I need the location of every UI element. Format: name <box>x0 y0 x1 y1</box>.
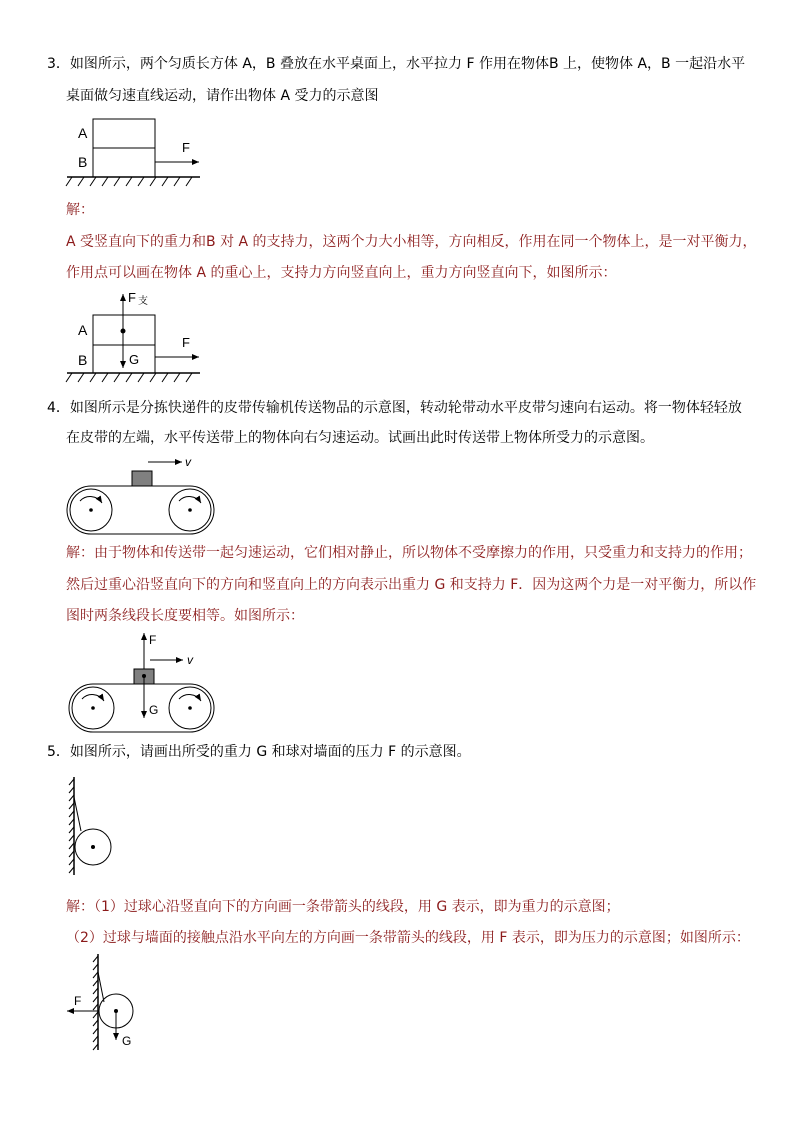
q5-wall <box>69 777 74 875</box>
q5-ball-center <box>91 845 95 849</box>
q4-left-wheel <box>70 489 112 531</box>
q3-label-fzhi: F <box>128 290 136 305</box>
q4-answer-right-wheel <box>169 687 211 729</box>
q3-answer-label-a: A <box>78 322 88 338</box>
q4-conveyor-belt <box>67 486 214 534</box>
q4-answer-conveyor-belt <box>69 684 214 732</box>
q3-label-a: A <box>78 125 88 141</box>
q5-answer-rope <box>98 972 104 1002</box>
q4-answer-label-g: G <box>149 703 159 717</box>
q3-solution-line1: A 受竖直向下的重力和B 对 A 的支持力，这两个力大小相等，方向相反，作用在同一个物体上，是一对平衡力， <box>66 234 757 250</box>
q4-text-line1: 4．如图所示是分拣快递件的皮带传输机传送物品的示意图，转动轮带动水平皮带匀速向右运动。将一物体轻轻放 <box>47 400 742 416</box>
q3-ground <box>66 177 200 186</box>
q3-answer-block-b <box>93 345 155 373</box>
q5-figure <box>64 775 124 880</box>
q5-solution-line1: 解：（1）过球心沿竖直向下的方向画一条带箭头的线段，用 G 表示，即为重力的示意图； <box>66 899 620 915</box>
q3-block-b <box>93 148 155 177</box>
q3-answer-label-f: F <box>182 335 190 350</box>
q5-text-line1: 5．如图所示，请画出所受的重力 G 和球对墙面的压力 F 的示意图。 <box>47 744 471 760</box>
q5-answer-wall <box>93 954 98 1050</box>
q3-answer-label-b: B <box>78 352 88 368</box>
q3-answer-ground <box>66 373 200 382</box>
q3-text-line1: 3．如图所示，两个匀质长方体 A，B 叠放在水平桌面上，水平拉力 F 作用在物体B 上，使物体 A，B 一起沿水平 <box>47 56 746 72</box>
q3-label-zhi-subscript: 支 <box>138 296 148 307</box>
q3-answer-figure <box>62 290 212 385</box>
q4-answer-label-v: v <box>187 653 193 667</box>
q3-label-g: G <box>129 352 140 367</box>
q4-answer-figure <box>62 630 222 735</box>
q4-text-line2: 在皮带的左端，水平传送带上的物体向右匀速运动。试画出此时传送带上物体所受力的示意图。 <box>66 430 654 446</box>
q4-solution-line1: 解：由于物体和传送带一起匀速运动，它们相对静止，所以物体不受摩擦力的作用，只受重力和支持力的作用； <box>66 545 752 561</box>
q3-figure <box>62 115 212 190</box>
q5-answer-label-f: F <box>74 994 82 1008</box>
q3-solution-line2: 作用点可以画在物体 A 的重心上，支持力方向竖直向上，重力方向竖直向下，如图所示： <box>66 265 617 281</box>
q5-solution-line2: （2）过球与墙面的接触点沿水平向左的方向画一条带箭头的线段，用 F 表示，即为压力的示意图；如图所示： <box>66 930 750 946</box>
q3-label-f: F <box>182 140 190 155</box>
q5-rope <box>74 797 81 831</box>
q4-answer-label-f: F <box>149 633 157 647</box>
q4-package <box>132 471 152 486</box>
q4-label-v: v <box>185 455 191 469</box>
q3-text-line2: 桌面做匀速直线运动，请作出物体 A 受力的示意图 <box>66 88 379 104</box>
q3-solution-head: 解： <box>66 202 94 218</box>
q5-answer-figure <box>62 950 162 1060</box>
q5-answer-label-g: G <box>122 1034 132 1048</box>
q4-answer-left-wheel <box>72 687 114 729</box>
q4-right-wheel <box>169 489 211 531</box>
q4-solution-line2: 然后过重心沿竖直向下的方向和竖直向上的方向表示出重力 G 和支持力 F．因为这两个力是一对平衡力，所以作 <box>66 577 757 593</box>
q4-solution-line3: 图时两条线段长度要相等。如图所示： <box>66 608 304 624</box>
q3-label-b: B <box>78 154 88 170</box>
q4-figure <box>62 452 222 537</box>
q3-block-a <box>93 119 155 148</box>
